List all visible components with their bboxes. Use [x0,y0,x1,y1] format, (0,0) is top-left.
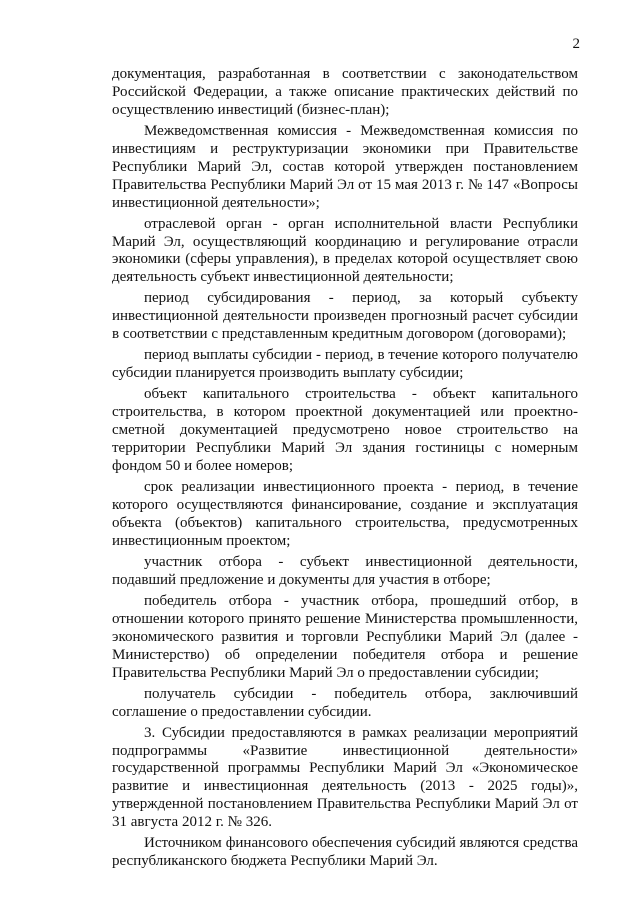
paragraph-business-plan-continuation: документация, разработанная в соответствии с законодательством Российской Федерации, а также описание практических действий по осуществлению инвестиций (бизнес-план); [112,66,578,118]
paragraph-selection-winner: победитель отбора - участник отбора, прошедший отбор, в отношении которого принято решение Министерства промышленности, экономического развития и торговли Республики Марий Эл (далее - Министерство) об определении победителя отбора и решение Правительства Республики Марий Эл о предоставлении субсидии; [112,592,578,681]
paragraph-funding-source: Источником финансового обеспечения субсидий являются средства республиканского бюджета Республики Марий Эл. [112,835,578,870]
paragraph-project-term: срок реализации инвестиционного проекта - период, в течение которого осуществляются финансирование, создание и эксплуатация объекта (объектов) капитального строительства, предусмотренных инвестиционным проектом; [112,479,578,549]
paragraph-section-3: 3. Субсидии предоставляются в рамках реализации мероприятий подпрограммы «Развитие инвестиционной деятельности» государственной программы Республики Марий Эл «Экономическое развитие и инвестиционная деятельность (2013 - 2025 годы)», утвержденной постановлением Правительства Республики Марий Эл от 31 августа 2012 г. № 326. [112,724,578,831]
paragraph-selection-participant: участник отбора - субъект инвестиционной деятельности, подавший предложение и документы для участия в отборе; [112,553,578,588]
document-body [112,66,578,874]
paragraph-subsidy-recipient: получатель субсидии - победитель отбора, заключивший соглашение о предоставлении субсидии. [112,685,578,720]
paragraph-sectoral-body: отраслевой орган - орган исполнительной власти Республики Марий Эл, осуществляющий координацию и регулирование отрасли экономики (сферы управления), в пределах которой осуществляет свою деятельность субъект инвестиционной деятельности; [112,215,578,286]
paragraph-capital-construction-object: объект капитального строительства - объект капитального строительства, в котором проектной документацией или проектно-сметной документацией предусмотрено новое строительство на территории Республики Марий Эл здания гостиницы с номерным фондом 50 и более номеров; [112,386,578,474]
paragraph-subsidy-period: период субсидирования - период, за который субъекту инвестиционной деятельности произведен прогнозный расчет субсидии в соответствии с представленным кредитным договором (договорами); [112,290,578,343]
page-number: 2 [572,36,580,52]
paragraph-payment-period: период выплаты субсидии - период, в течение которого получателю субсидии планируется производить выплату субсидии; [112,347,578,382]
paragraph-interdepartmental-commission: Межведомственная комиссия - Межведомственная комиссия по инвестициям и реструктуризации экономики при Правительстве Республики Марий Эл, состав которой утвержден постановлением Правительства Республики Марий Эл от 15 мая 2013 г. № 147 «Вопросы инвестиционной деятельности»; [112,122,578,211]
